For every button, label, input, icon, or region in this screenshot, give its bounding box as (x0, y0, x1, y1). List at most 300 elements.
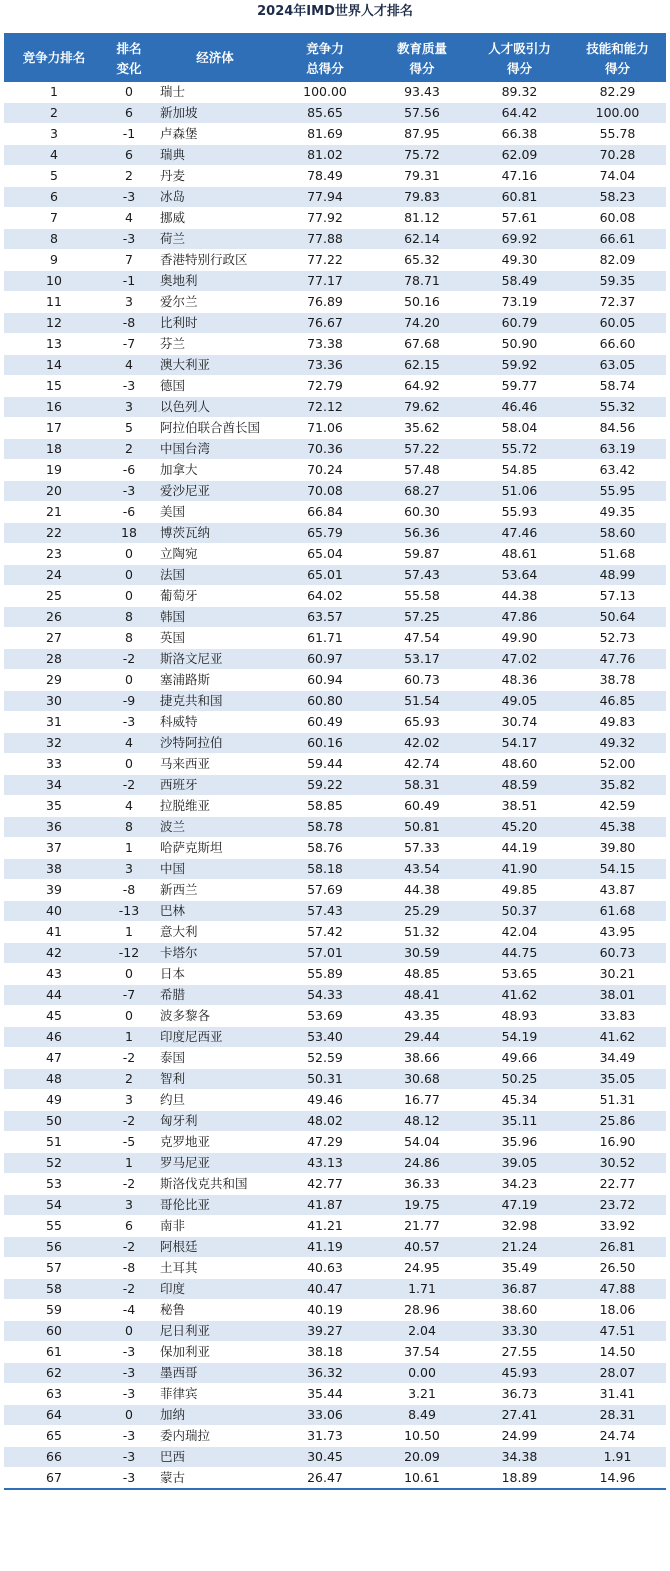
cell-skills-score: 25.86 (569, 1111, 666, 1132)
cell-skills-score: 1.91 (569, 1447, 666, 1468)
header-skills-line2: 得分 (569, 59, 666, 82)
cell-economy: 奥地利 (154, 271, 276, 292)
cell-appeal-score: 49.05 (470, 691, 569, 712)
cell-rank: 3 (4, 124, 104, 145)
cell-rank-change: 2 (104, 439, 154, 460)
cell-rank-change: 18 (104, 523, 154, 544)
cell-skills-score: 47.88 (569, 1279, 666, 1300)
cell-skills-score: 22.77 (569, 1174, 666, 1195)
cell-appeal-score: 39.05 (470, 1153, 569, 1174)
cell-total-score: 55.89 (276, 964, 374, 985)
cell-rank: 19 (4, 460, 104, 481)
cell-total-score: 63.57 (276, 607, 374, 628)
cell-rank: 14 (4, 355, 104, 376)
cell-appeal-score: 36.87 (470, 1279, 569, 1300)
cell-economy: 巴西 (154, 1447, 276, 1468)
cell-economy: 沙特阿拉伯 (154, 733, 276, 754)
cell-appeal-score: 54.19 (470, 1027, 569, 1048)
cell-skills-score: 82.29 (569, 82, 666, 103)
cell-rank: 49 (4, 1090, 104, 1111)
cell-rank-change: 1 (104, 1153, 154, 1174)
cell-education-score: 78.71 (374, 271, 470, 292)
table-row (4, 1027, 666, 1048)
cell-education-score: 36.33 (374, 1174, 470, 1195)
cell-total-score: 48.02 (276, 1111, 374, 1132)
cell-education-score: 67.68 (374, 334, 470, 355)
cell-education-score: 57.48 (374, 460, 470, 481)
cell-rank: 10 (4, 271, 104, 292)
cell-skills-score: 84.56 (569, 418, 666, 439)
table-row (4, 439, 666, 460)
cell-appeal-score: 50.90 (470, 334, 569, 355)
cell-rank: 17 (4, 418, 104, 439)
cell-education-score: 60.49 (374, 796, 470, 817)
cell-appeal-score: 45.93 (470, 1363, 569, 1384)
cell-rank: 47 (4, 1048, 104, 1069)
cell-education-score: 60.30 (374, 502, 470, 523)
cell-economy: 法国 (154, 565, 276, 586)
cell-total-score: 57.01 (276, 943, 374, 964)
cell-rank: 5 (4, 166, 104, 187)
cell-skills-score: 43.95 (569, 922, 666, 943)
cell-skills-score: 51.68 (569, 544, 666, 565)
cell-skills-score: 35.05 (569, 1069, 666, 1090)
table-row (4, 418, 666, 439)
cell-rank-change: 4 (104, 796, 154, 817)
cell-economy: 土耳其 (154, 1258, 276, 1279)
cell-education-score: 74.20 (374, 313, 470, 334)
cell-economy: 希腊 (154, 985, 276, 1006)
cell-rank-change: 3 (104, 859, 154, 880)
cell-appeal-score: 50.25 (470, 1069, 569, 1090)
cell-skills-score: 52.73 (569, 628, 666, 649)
cell-total-score: 35.44 (276, 1384, 374, 1405)
cell-education-score: 25.29 (374, 901, 470, 922)
cell-education-score: 50.81 (374, 817, 470, 838)
cell-appeal-score: 38.60 (470, 1300, 569, 1321)
cell-rank-change: -3 (104, 1468, 154, 1490)
cell-appeal-score: 57.61 (470, 208, 569, 229)
cell-skills-score: 42.59 (569, 796, 666, 817)
cell-rank-change: 1 (104, 922, 154, 943)
cell-total-score: 53.69 (276, 1006, 374, 1027)
cell-rank: 29 (4, 670, 104, 691)
cell-skills-score: 55.78 (569, 124, 666, 145)
table-row (4, 481, 666, 502)
cell-appeal-score: 60.81 (470, 187, 569, 208)
table-row (4, 1069, 666, 1090)
cell-skills-score: 33.92 (569, 1216, 666, 1237)
cell-rank-change: -3 (104, 1342, 154, 1363)
cell-total-score: 38.18 (276, 1342, 374, 1363)
cell-rank-change: -8 (104, 880, 154, 901)
cell-skills-score: 18.06 (569, 1300, 666, 1321)
cell-education-score: 53.17 (374, 649, 470, 670)
cell-skills-score: 57.13 (569, 586, 666, 607)
cell-rank: 21 (4, 502, 104, 523)
cell-total-score: 47.29 (276, 1132, 374, 1153)
table-row (4, 1153, 666, 1174)
cell-total-score: 40.63 (276, 1258, 374, 1279)
cell-rank: 18 (4, 439, 104, 460)
cell-rank: 25 (4, 586, 104, 607)
cell-skills-score: 35.82 (569, 775, 666, 796)
cell-total-score: 66.84 (276, 502, 374, 523)
cell-skills-score: 30.21 (569, 964, 666, 985)
cell-education-score: 79.31 (374, 166, 470, 187)
cell-rank-change: 2 (104, 166, 154, 187)
cell-economy: 印度 (154, 1279, 276, 1300)
cell-education-score: 38.66 (374, 1048, 470, 1069)
cell-skills-score: 63.42 (569, 460, 666, 481)
cell-education-score: 44.38 (374, 880, 470, 901)
cell-rank: 8 (4, 229, 104, 250)
cell-rank-change: 6 (104, 1216, 154, 1237)
cell-appeal-score: 38.51 (470, 796, 569, 817)
cell-skills-score: 72.37 (569, 292, 666, 313)
cell-total-score: 77.92 (276, 208, 374, 229)
cell-appeal-score: 36.73 (470, 1384, 569, 1405)
cell-skills-score: 51.31 (569, 1090, 666, 1111)
cell-rank-change: 5 (104, 418, 154, 439)
cell-education-score: 51.54 (374, 691, 470, 712)
cell-total-score: 54.33 (276, 985, 374, 1006)
cell-appeal-score: 32.98 (470, 1216, 569, 1237)
cell-rank-change: 8 (104, 628, 154, 649)
cell-appeal-score: 48.61 (470, 544, 569, 565)
cell-rank: 66 (4, 1447, 104, 1468)
cell-appeal-score: 59.92 (470, 355, 569, 376)
cell-education-score: 59.87 (374, 544, 470, 565)
cell-economy: 比利时 (154, 313, 276, 334)
cell-rank: 55 (4, 1216, 104, 1237)
cell-rank: 60 (4, 1321, 104, 1342)
cell-appeal-score: 34.38 (470, 1447, 569, 1468)
cell-appeal-score: 47.02 (470, 649, 569, 670)
cell-skills-score: 61.68 (569, 901, 666, 922)
cell-total-score: 60.97 (276, 649, 374, 670)
cell-total-score: 76.67 (276, 313, 374, 334)
cell-economy: 科威特 (154, 712, 276, 733)
cell-rank: 42 (4, 943, 104, 964)
cell-total-score: 60.80 (276, 691, 374, 712)
cell-skills-score: 55.95 (569, 481, 666, 502)
cell-economy: 以色列人 (154, 397, 276, 418)
cell-rank: 9 (4, 250, 104, 271)
cell-skills-score: 74.04 (569, 166, 666, 187)
cell-education-score: 19.75 (374, 1195, 470, 1216)
cell-economy: 哈萨克斯坦 (154, 838, 276, 859)
cell-education-score: 21.77 (374, 1216, 470, 1237)
cell-rank: 54 (4, 1195, 104, 1216)
cell-total-score: 31.73 (276, 1426, 374, 1447)
cell-education-score: 35.62 (374, 418, 470, 439)
cell-education-score: 68.27 (374, 481, 470, 502)
cell-skills-score: 58.60 (569, 523, 666, 544)
cell-education-score: 51.32 (374, 922, 470, 943)
cell-rank: 41 (4, 922, 104, 943)
cell-skills-score: 43.87 (569, 880, 666, 901)
cell-economy: 马来西亚 (154, 754, 276, 775)
cell-education-score: 64.92 (374, 376, 470, 397)
table-row (4, 817, 666, 838)
cell-economy: 蒙古 (154, 1468, 276, 1490)
cell-total-score: 59.44 (276, 754, 374, 775)
header-education-line1: 教育质量 (374, 33, 470, 59)
cell-total-score: 57.42 (276, 922, 374, 943)
cell-rank-change: -3 (104, 1447, 154, 1468)
cell-rank: 37 (4, 838, 104, 859)
cell-education-score: 79.62 (374, 397, 470, 418)
cell-appeal-score: 44.19 (470, 838, 569, 859)
table-row (4, 502, 666, 523)
cell-appeal-score: 27.55 (470, 1342, 569, 1363)
cell-rank: 53 (4, 1174, 104, 1195)
table-row (4, 544, 666, 565)
cell-education-score: 65.93 (374, 712, 470, 733)
cell-rank: 45 (4, 1006, 104, 1027)
cell-economy: 日本 (154, 964, 276, 985)
cell-education-score: 3.21 (374, 1384, 470, 1405)
cell-skills-score: 58.74 (569, 376, 666, 397)
cell-total-score: 40.19 (276, 1300, 374, 1321)
cell-total-score: 65.79 (276, 523, 374, 544)
cell-rank: 36 (4, 817, 104, 838)
cell-skills-score: 23.72 (569, 1195, 666, 1216)
cell-total-score: 40.47 (276, 1279, 374, 1300)
cell-appeal-score: 54.17 (470, 733, 569, 754)
cell-appeal-score: 42.04 (470, 922, 569, 943)
cell-rank: 2 (4, 103, 104, 124)
table-row (4, 565, 666, 586)
table-row (4, 1111, 666, 1132)
header-change-line2: 变化 (104, 59, 154, 82)
cell-total-score: 73.38 (276, 334, 374, 355)
cell-rank: 11 (4, 292, 104, 313)
cell-skills-score: 59.35 (569, 271, 666, 292)
cell-rank: 43 (4, 964, 104, 985)
cell-rank: 63 (4, 1384, 104, 1405)
cell-economy: 博茨瓦纳 (154, 523, 276, 544)
cell-skills-score: 50.64 (569, 607, 666, 628)
cell-economy: 波兰 (154, 817, 276, 838)
cell-total-score: 41.87 (276, 1195, 374, 1216)
cell-economy: 匈牙利 (154, 1111, 276, 1132)
table-row (4, 166, 666, 187)
cell-rank: 61 (4, 1342, 104, 1363)
cell-education-score: 29.44 (374, 1027, 470, 1048)
cell-appeal-score: 48.59 (470, 775, 569, 796)
table-row (4, 1426, 666, 1447)
cell-economy: 韩国 (154, 607, 276, 628)
cell-rank-change: 0 (104, 586, 154, 607)
cell-appeal-score: 60.79 (470, 313, 569, 334)
cell-total-score: 77.17 (276, 271, 374, 292)
cell-skills-score: 52.00 (569, 754, 666, 775)
table-row (4, 859, 666, 880)
table-row (4, 922, 666, 943)
cell-economy: 新西兰 (154, 880, 276, 901)
cell-skills-score: 14.50 (569, 1342, 666, 1363)
cell-appeal-score: 49.66 (470, 1048, 569, 1069)
cell-rank-change: -7 (104, 985, 154, 1006)
table-row (4, 397, 666, 418)
cell-rank-change: 0 (104, 670, 154, 691)
cell-total-score: 61.71 (276, 628, 374, 649)
cell-total-score: 77.22 (276, 250, 374, 271)
table-row (4, 607, 666, 628)
cell-skills-score: 60.05 (569, 313, 666, 334)
cell-total-score: 53.40 (276, 1027, 374, 1048)
cell-rank: 1 (4, 82, 104, 103)
cell-rank-change: -1 (104, 124, 154, 145)
cell-skills-score: 60.08 (569, 208, 666, 229)
cell-skills-score: 33.83 (569, 1006, 666, 1027)
cell-rank-change: 6 (104, 145, 154, 166)
cell-rank: 33 (4, 754, 104, 775)
table-row (4, 250, 666, 271)
cell-economy: 美国 (154, 502, 276, 523)
cell-economy: 保加利亚 (154, 1342, 276, 1363)
cell-appeal-score: 51.06 (470, 481, 569, 502)
cell-appeal-score: 30.74 (470, 712, 569, 733)
cell-rank: 51 (4, 1132, 104, 1153)
cell-economy: 泰国 (154, 1048, 276, 1069)
cell-rank: 35 (4, 796, 104, 817)
cell-rank-change: 0 (104, 544, 154, 565)
cell-rank-change: 7 (104, 250, 154, 271)
header-education-line2: 得分 (374, 59, 470, 82)
cell-rank-change: 0 (104, 964, 154, 985)
table-row (4, 229, 666, 250)
cell-skills-score: 100.00 (569, 103, 666, 124)
cell-economy: 冰岛 (154, 187, 276, 208)
cell-appeal-score: 47.86 (470, 607, 569, 628)
cell-rank-change: -2 (104, 1111, 154, 1132)
cell-rank-change: 0 (104, 1006, 154, 1027)
cell-appeal-score: 48.36 (470, 670, 569, 691)
table-row (4, 460, 666, 481)
table-row (4, 796, 666, 817)
cell-rank: 6 (4, 187, 104, 208)
cell-rank: 38 (4, 859, 104, 880)
cell-education-score: 24.95 (374, 1258, 470, 1279)
header-appeal-line2: 得分 (470, 59, 569, 82)
cell-rank-change: -3 (104, 712, 154, 733)
table-row (4, 82, 666, 103)
cell-total-score: 81.02 (276, 145, 374, 166)
cell-economy: 墨西哥 (154, 1363, 276, 1384)
cell-education-score: 1.71 (374, 1279, 470, 1300)
cell-economy: 爱沙尼亚 (154, 481, 276, 502)
cell-economy: 中国 (154, 859, 276, 880)
cell-total-score: 65.01 (276, 565, 374, 586)
header-total-line2: 总得分 (276, 59, 374, 82)
cell-economy: 罗马尼亚 (154, 1153, 276, 1174)
header-change-line1: 排名 (104, 33, 154, 59)
table-row (4, 943, 666, 964)
cell-education-score: 56.36 (374, 523, 470, 544)
cell-rank: 4 (4, 145, 104, 166)
cell-total-score: 33.06 (276, 1405, 374, 1426)
cell-rank-change: 2 (104, 1069, 154, 1090)
cell-economy: 芬兰 (154, 334, 276, 355)
cell-skills-score: 49.32 (569, 733, 666, 754)
cell-rank-change: 3 (104, 1090, 154, 1111)
cell-total-score: 57.69 (276, 880, 374, 901)
cell-economy: 加拿大 (154, 460, 276, 481)
cell-rank-change: 0 (104, 1321, 154, 1342)
cell-rank: 23 (4, 544, 104, 565)
cell-total-score: 72.79 (276, 376, 374, 397)
cell-rank-change: 4 (104, 733, 154, 754)
cell-appeal-score: 45.34 (470, 1090, 569, 1111)
cell-rank-change: 1 (104, 838, 154, 859)
cell-appeal-score: 49.90 (470, 628, 569, 649)
ranking-table (4, 33, 666, 1490)
cell-total-score: 58.85 (276, 796, 374, 817)
cell-education-score: 57.56 (374, 103, 470, 124)
cell-economy: 秘鲁 (154, 1300, 276, 1321)
cell-rank-change: 0 (104, 754, 154, 775)
cell-appeal-score: 58.04 (470, 418, 569, 439)
cell-appeal-score: 54.85 (470, 460, 569, 481)
cell-total-score: 70.36 (276, 439, 374, 460)
cell-rank: 40 (4, 901, 104, 922)
cell-rank-change: -8 (104, 1258, 154, 1279)
cell-appeal-score: 48.93 (470, 1006, 569, 1027)
cell-total-score: 70.08 (276, 481, 374, 502)
cell-total-score: 57.43 (276, 901, 374, 922)
cell-skills-score: 30.52 (569, 1153, 666, 1174)
table-row (4, 1006, 666, 1027)
cell-economy: 加纳 (154, 1405, 276, 1426)
cell-economy: 挪威 (154, 208, 276, 229)
cell-rank: 30 (4, 691, 104, 712)
cell-appeal-score: 47.46 (470, 523, 569, 544)
table-row (4, 271, 666, 292)
cell-appeal-score: 18.89 (470, 1468, 569, 1490)
cell-education-score: 48.41 (374, 985, 470, 1006)
cell-rank-change: -12 (104, 943, 154, 964)
cell-rank: 67 (4, 1468, 104, 1490)
table-row (4, 1447, 666, 1468)
cell-education-score: 10.61 (374, 1468, 470, 1490)
cell-rank: 64 (4, 1405, 104, 1426)
cell-total-score: 42.77 (276, 1174, 374, 1195)
cell-appeal-score: 62.09 (470, 145, 569, 166)
cell-economy: 约旦 (154, 1090, 276, 1111)
cell-economy: 瑞士 (154, 82, 276, 103)
cell-education-score: 10.50 (374, 1426, 470, 1447)
cell-rank-change: 3 (104, 1195, 154, 1216)
cell-education-score: 79.83 (374, 187, 470, 208)
cell-total-score: 76.89 (276, 292, 374, 313)
cell-economy: 克罗地亚 (154, 1132, 276, 1153)
cell-appeal-score: 49.30 (470, 250, 569, 271)
cell-rank: 62 (4, 1363, 104, 1384)
cell-skills-score: 66.60 (569, 334, 666, 355)
cell-appeal-score: 50.37 (470, 901, 569, 922)
cell-total-score: 36.32 (276, 1363, 374, 1384)
table-row (4, 670, 666, 691)
table-row (4, 103, 666, 124)
cell-economy: 瑞典 (154, 145, 276, 166)
cell-skills-score: 70.28 (569, 145, 666, 166)
cell-appeal-score: 35.11 (470, 1111, 569, 1132)
cell-rank-change: -6 (104, 460, 154, 481)
cell-rank-change: 8 (104, 817, 154, 838)
